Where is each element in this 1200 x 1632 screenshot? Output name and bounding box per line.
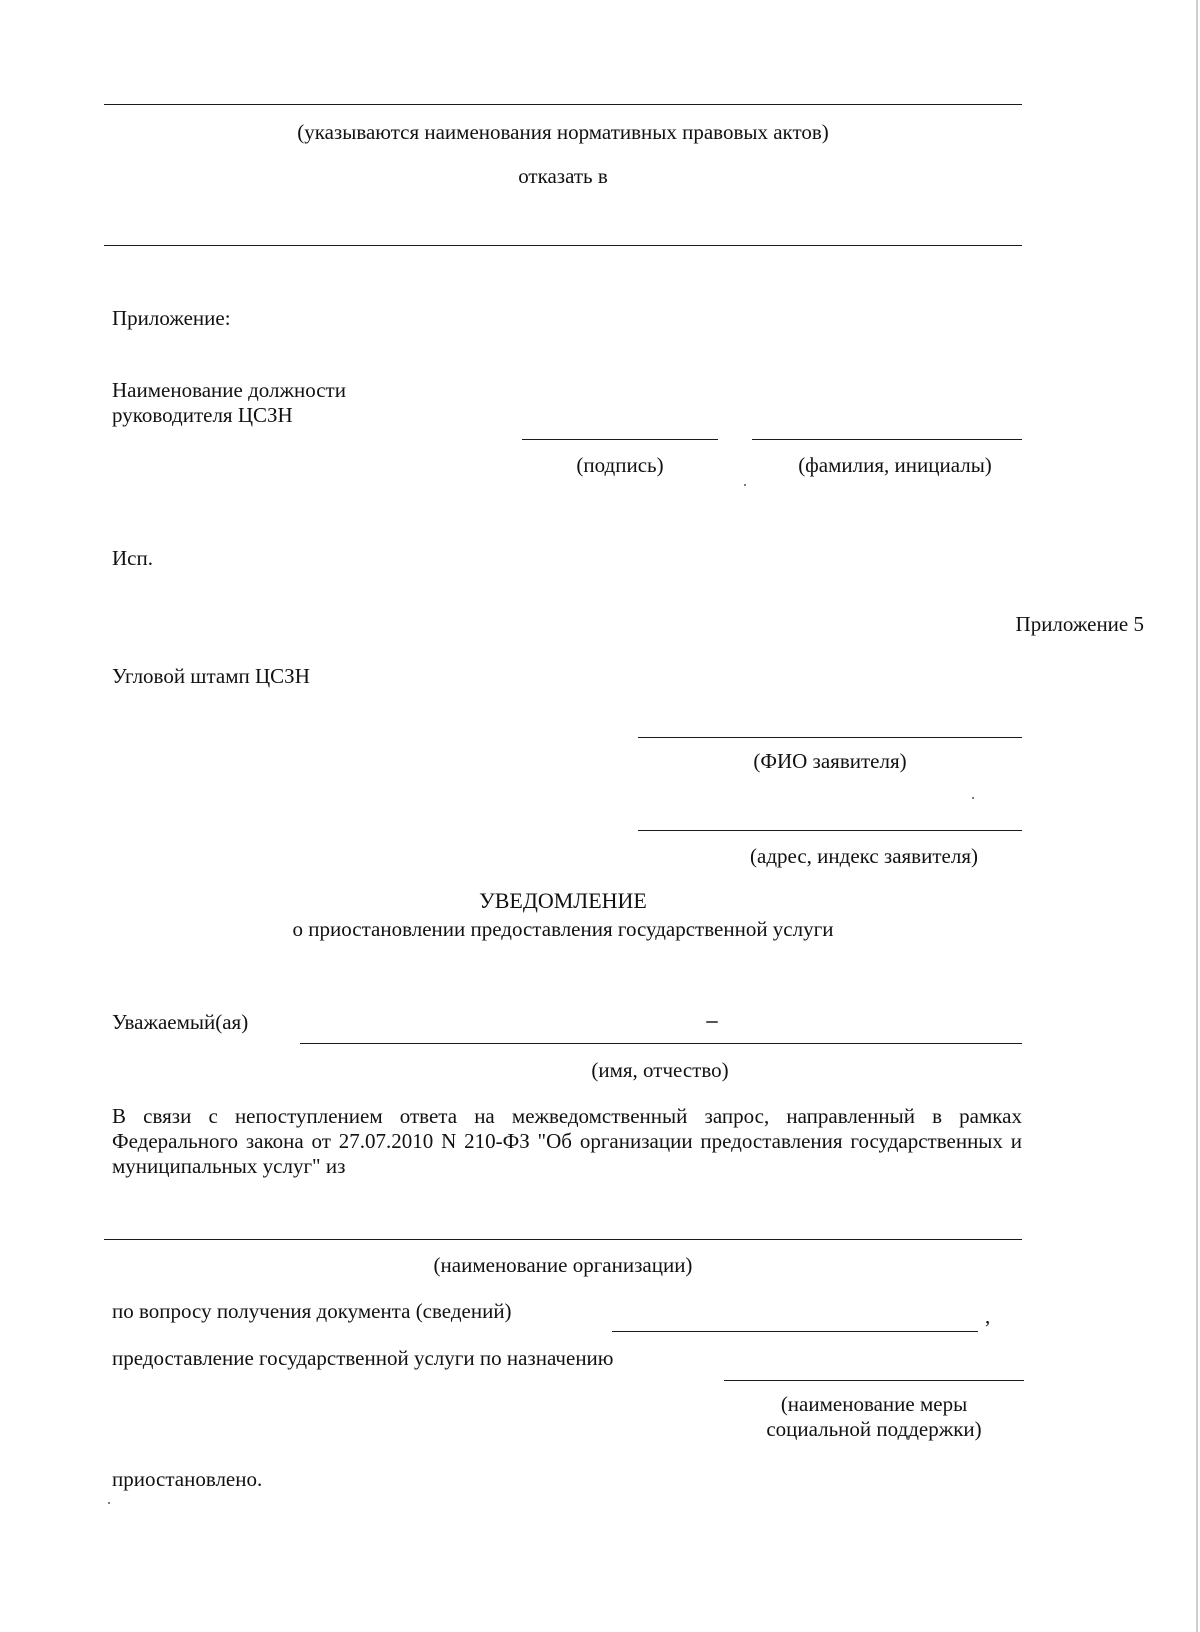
refuse-text: отказать в [518, 164, 608, 188]
name-line [752, 439, 1022, 440]
suspended-text: приостановлено. [112, 1467, 263, 1491]
applicant-address-caption: (адрес, индекс заявителя) [750, 844, 978, 868]
applicant-name-line [638, 737, 1022, 738]
scan-speck [744, 484, 746, 486]
position-title: Наименование должности руководителя ЦСЗН [112, 378, 346, 428]
signature-line [522, 439, 718, 440]
service-line: предоставление государственной услуги по назначению [112, 1346, 614, 1370]
applicant-address-line [638, 830, 1022, 831]
greeting-caption: (имя, отчество) [591, 1058, 729, 1082]
legal-acts-caption: (указываются наименования нормативных правовых актов) [297, 120, 829, 144]
scan-edge-right [1196, 0, 1198, 1632]
attachment-label: Приложение: [112, 306, 231, 330]
appendix-label: Приложение 5 [1015, 612, 1144, 636]
notice-title: УВЕДОМЛЕНИЕ [479, 888, 647, 913]
refuse-line [104, 245, 1022, 246]
comma: , [985, 1304, 991, 1328]
greeting-line [300, 1043, 1022, 1044]
legal-acts-line [104, 104, 1022, 105]
signature-caption: (подпись) [576, 453, 664, 477]
executor-label: Исп. [112, 546, 153, 570]
scan-speck [706, 1021, 718, 1023]
notice-subtitle: о приостановлении предоставления государственной услуги [292, 917, 834, 941]
name-caption: (фамилия, инициалы) [798, 453, 992, 477]
scan-speck [108, 1502, 110, 1504]
organization-caption: (наименование организации) [433, 1253, 693, 1277]
document-question: по вопросу получения документа (сведений) [112, 1299, 512, 1323]
document-line [612, 1331, 978, 1332]
stamp-label: Угловой штамп ЦСЗН [112, 664, 310, 688]
organization-line [104, 1239, 1022, 1240]
applicant-name-caption: (ФИО заявителя) [753, 749, 907, 773]
body-paragraph: В связи с непоступлением ответа на межведомственный запрос, направленный в рамках Федерального закона от 27.07.2010 N 210-ФЗ "Об организации предоставления государственных и муниципальных услуг" из [112, 1104, 1022, 1179]
support-line [724, 1380, 1024, 1381]
support-caption: (наименование меры социальной поддержки) [766, 1392, 982, 1442]
greeting: Уважаемый(ая) [112, 1010, 249, 1034]
scan-speck [972, 797, 974, 799]
